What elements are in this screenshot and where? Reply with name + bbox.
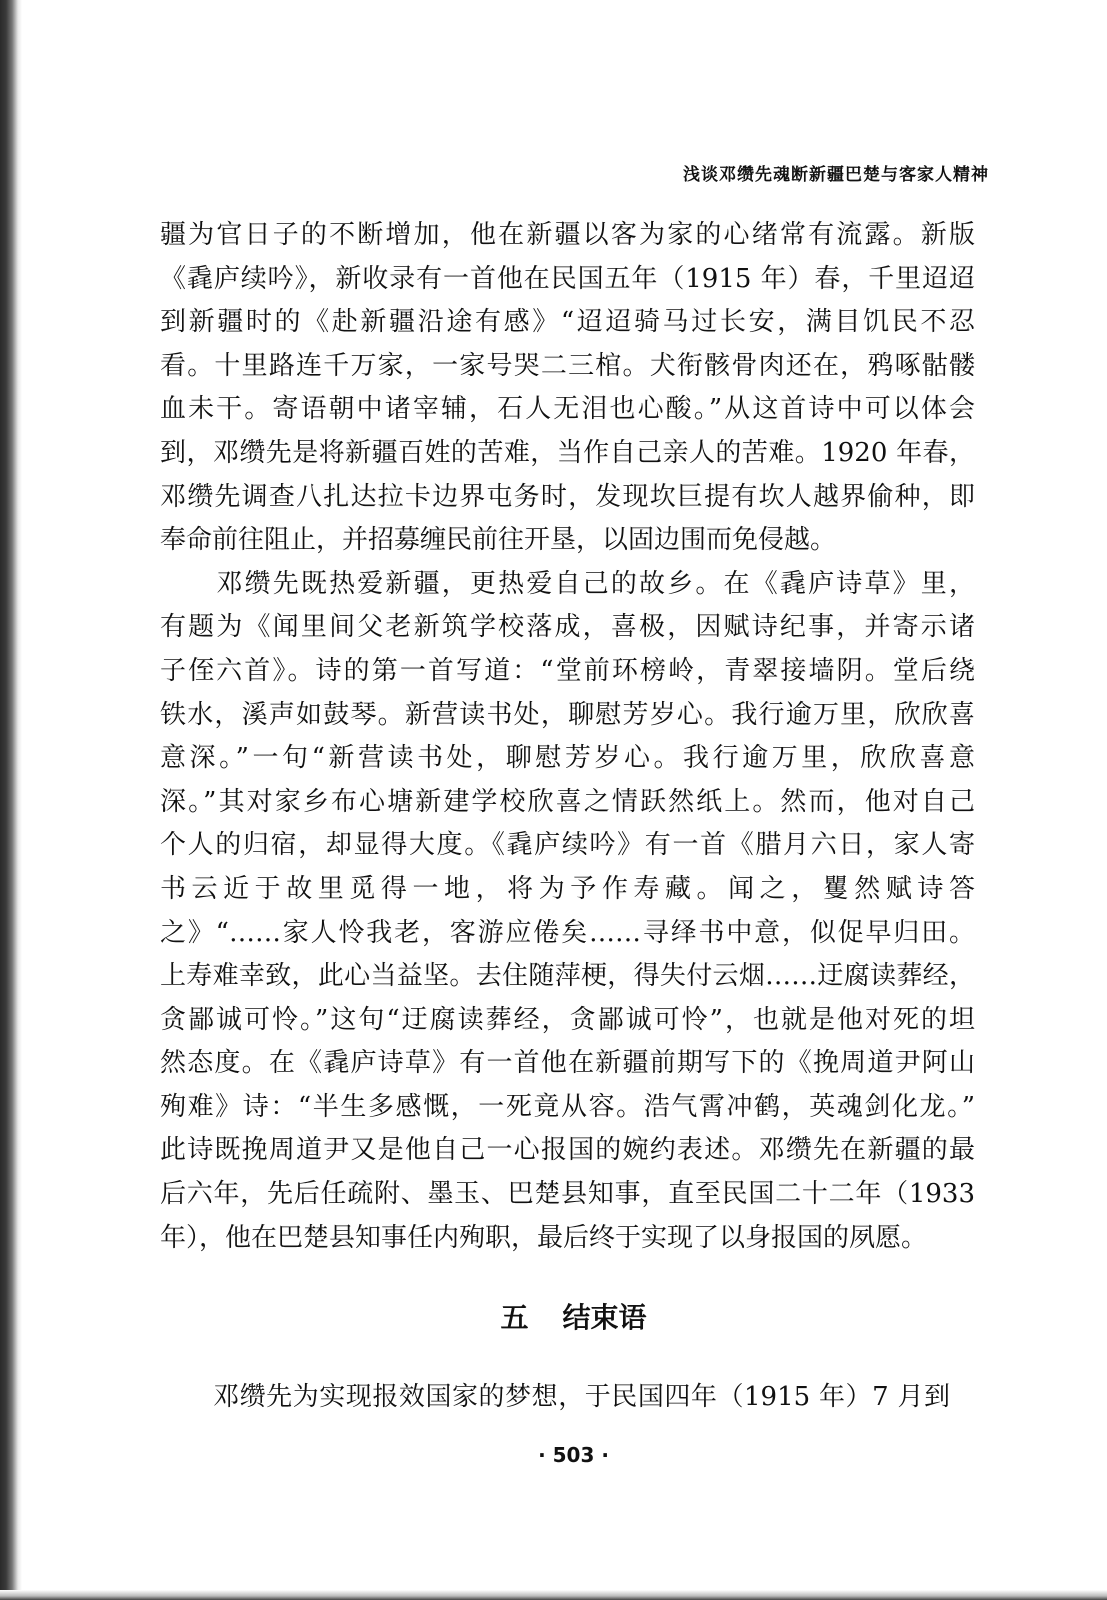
text-line: 邓缵先调查八扎达拉卡边界屯务时，发现坎巨提有坎人越界偷种，即 bbox=[160, 481, 975, 512]
text-line: 贪鄙诚可怜。”这句“迂腐读葬经，贪鄙诚可怜”，也就是他对死的坦 bbox=[160, 1004, 975, 1035]
scan-bottom-edge bbox=[0, 1590, 1107, 1600]
text-line: 邓缵先为实现报效国家的梦想，于民国四年（1915 年）7 月到 bbox=[160, 1382, 950, 1412]
text-line: 意深。”一句“新营读书处，聊慰芳岁心。我行逾万里，欣欣喜意 bbox=[160, 743, 975, 774]
page-number: · 503 · bbox=[538, 1443, 609, 1467]
text-line: 有题为《闻里间父老新筑学校落成，喜极，因赋诗纪事，并寄示诸 bbox=[160, 612, 975, 643]
header-rule bbox=[160, 193, 989, 194]
section-number: 五 bbox=[500, 1301, 529, 1334]
text-line: 疆为官日子的不断增加，他在新疆以客为家的心绪常有流露。新版 bbox=[160, 220, 975, 250]
text-line: 到新疆时的《赴新疆沿途有感》“迢迢骑马过长安，满目饥民不忍 bbox=[160, 307, 975, 338]
text-line: 奉命前往阻止，并招募缠民前往开垦，以固边围而免侵越。 bbox=[160, 525, 837, 556]
text-line: 《毳庐续吟》，新收录有一首他在民国五年（1915 年）春，千里迢迢 bbox=[160, 263, 975, 294]
text-line: 到，邓缵先是将新疆百姓的苦难，当作自己亲人的苦难。1920 年春， bbox=[160, 437, 975, 468]
text-line: 血未干。寄语朝中诸宰辅，石人无泪也心酸。”从这首诗中可以体会 bbox=[160, 394, 975, 425]
text-line: 此诗既挽周道尹又是他自己一心报国的婉约表述。邓缵先在新疆的最 bbox=[160, 1135, 975, 1166]
text-line: 深。”其对家乡布心塘新建学校欣喜之情跃然纸上。然而，他对自己 bbox=[160, 786, 975, 817]
text-line: 殉难》诗：“半生多感慨，一死竟从容。浩气霄冲鹤，英魂剑化龙。” bbox=[160, 1091, 975, 1122]
text-line: 铁水，溪声如鼓琴。新营读书处，聊慰芳岁心。我行逾万里，欣欣喜 bbox=[160, 699, 975, 730]
scan-left-edge bbox=[0, 0, 22, 1600]
text-line: 书云近于故里觅得一地，将为予作寿藏。闻之，矍然赋诗答 bbox=[160, 873, 975, 904]
text-line: 看。十里路连千万家，一家号哭二三棺。犬衔骸骨肉还在，鸦啄骷髅 bbox=[160, 350, 975, 381]
running-header: 浅谈邓缵先魂断新疆巴楚与客家人精神 bbox=[683, 165, 989, 185]
text-line: 邓缵先既热爱新疆，更热爱自己的故乡。在《毳庐诗草》里， bbox=[160, 568, 975, 599]
text-line: 之》“……家人怜我老，客游应倦矣……寻绎书中意，似促早归田。 bbox=[160, 917, 975, 948]
section-title: 结束语 bbox=[562, 1301, 647, 1334]
text-line: 年），他在巴楚县知事任内殉职，最后终于实现了以身报国的夙愿。 bbox=[160, 1222, 928, 1253]
text-line: 然态度。在《毳庐诗草》有一首他在新疆前期写下的《挽周道尹阿山 bbox=[160, 1048, 975, 1079]
text-line: 个人的归宿，却显得大度。《毳庐续吟》有一首《腊月六日，家人寄 bbox=[160, 830, 975, 861]
text-line: 子侄六首》。诗的第一首写道：“堂前环榜岭，青翠接墙阴。堂后绕 bbox=[160, 655, 975, 686]
closing-paragraph bbox=[160, 1376, 950, 1420]
body-text bbox=[160, 214, 975, 1260]
section-heading bbox=[0, 1298, 1107, 1338]
text-line: 上寿难幸致，此心当益坚。去住随萍梗，得失付云烟……迂腐读葬经， bbox=[160, 961, 975, 992]
text-line: 后六年，先后任疏附、墨玉、巴楚县知事，直至民国二十二年（1933 bbox=[160, 1179, 975, 1210]
